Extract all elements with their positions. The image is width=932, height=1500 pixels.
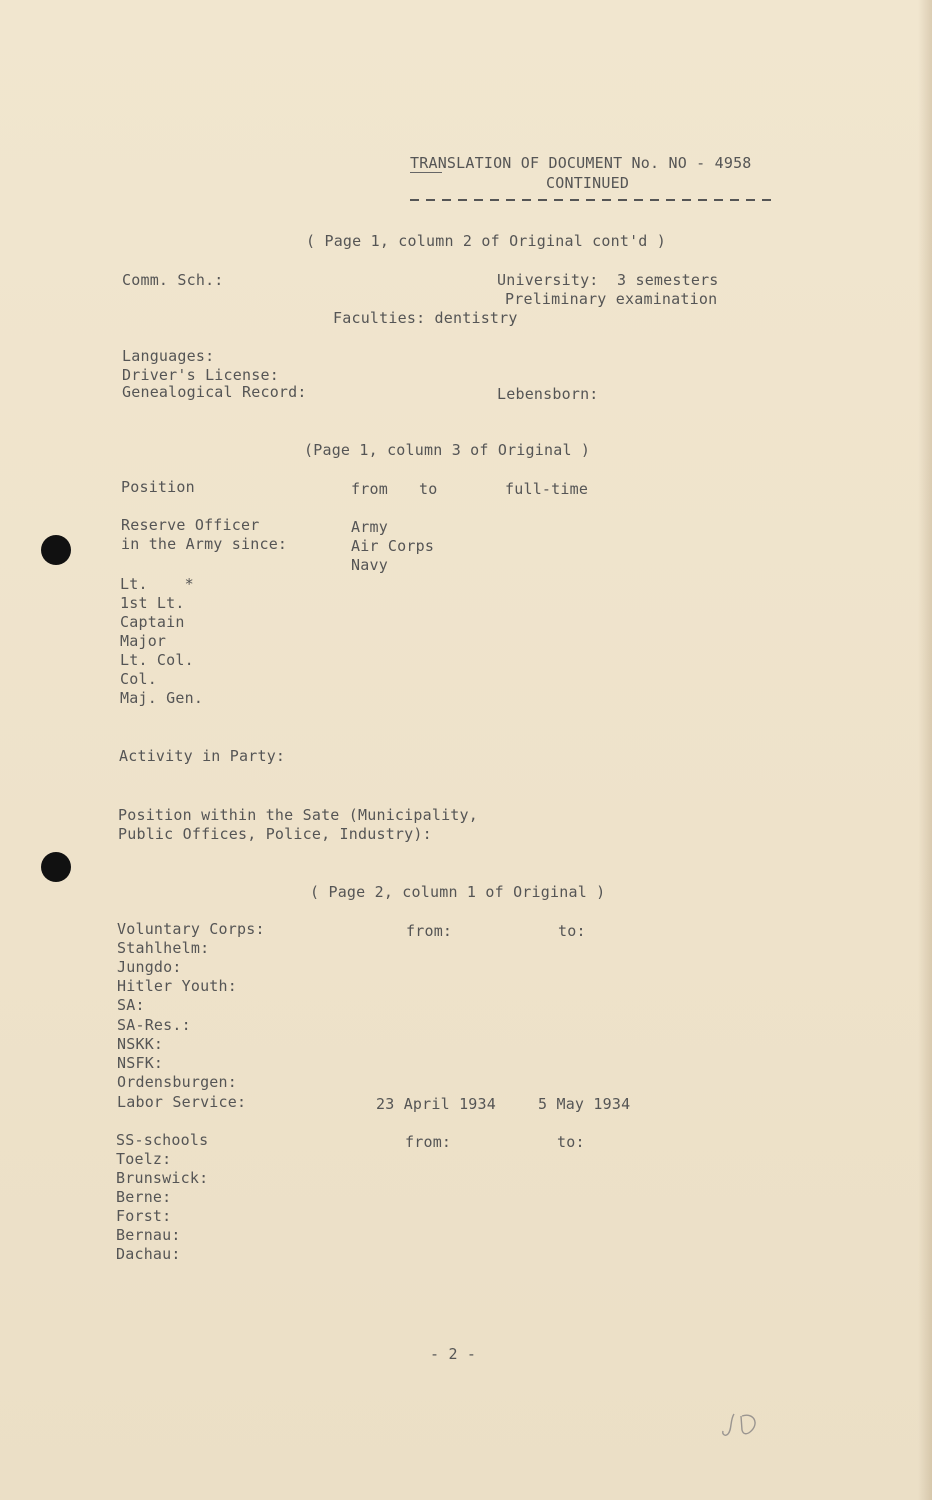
organization-item: Hitler Youth: xyxy=(117,977,237,995)
activity-in-party-label: Activity in Party: xyxy=(119,747,286,765)
organization-item: SA-Res.: xyxy=(117,1016,191,1034)
organization-item: Jungdo: xyxy=(117,958,182,976)
faculties-label: Faculties: dentistry xyxy=(333,309,518,327)
branch-item: Air Corps xyxy=(351,537,435,555)
section-heading-page2-col1: ( Page 2, column 1 of Original ) xyxy=(310,883,606,901)
school-item: Berne: xyxy=(116,1188,172,1206)
document-title: TRANSLATION OF DOCUMENT No. NO - 4958 xyxy=(410,154,752,172)
to-label: to: xyxy=(558,922,586,940)
rank-item: Lt. * xyxy=(120,575,194,593)
school-item: Bernau: xyxy=(116,1226,181,1244)
rank-item: Captain xyxy=(120,613,185,631)
document-subtitle: CONTINUED xyxy=(546,174,630,192)
ss-from-label: from: xyxy=(405,1133,452,1151)
position-state-line1: Position within the Sate (Municipality, xyxy=(118,806,478,824)
school-item: Toelz: xyxy=(116,1150,172,1168)
position-state-line2: Public Offices, Police, Industry): xyxy=(118,825,432,843)
title-underline xyxy=(410,172,442,173)
rank-item: Col. xyxy=(120,670,157,688)
organization-item: Stahlhelm: xyxy=(117,939,210,957)
organization-item: SA: xyxy=(117,996,145,1014)
section-heading-page1-col2: ( Page 1, column 2 of Original cont'd ) xyxy=(306,232,666,250)
rank-item: 1st Lt. xyxy=(120,594,185,612)
section-heading-page1-col3: (Page 1, column 3 of Original ) xyxy=(304,441,591,459)
page-number: - 2 - xyxy=(430,1345,477,1363)
labor-service-to: 5 May 1934 xyxy=(538,1095,631,1113)
school-item: Forst: xyxy=(116,1207,172,1225)
header-dashed-rule xyxy=(410,199,772,201)
from-label: from: xyxy=(406,922,453,940)
university-label: University: 3 semesters xyxy=(497,271,719,289)
drivers-license-label: Driver's License: xyxy=(122,366,279,384)
fulltime-column-header: full-time xyxy=(505,480,589,498)
languages-label: Languages: xyxy=(122,347,215,365)
voluntary-corps-label: Voluntary Corps: xyxy=(117,920,265,938)
school-item: Brunswick: xyxy=(116,1169,209,1187)
branch-item: Army xyxy=(351,518,388,536)
from-column-header: from xyxy=(351,480,388,498)
punch-hole-top xyxy=(41,535,71,565)
comm-sch-label: Comm. Sch.: xyxy=(122,271,224,289)
labor-service-from: 23 April 1934 xyxy=(376,1095,496,1113)
labor-service-label: Labor Service: xyxy=(117,1093,247,1111)
ss-schools-label: SS-schools xyxy=(116,1131,209,1149)
position-column-header: Position xyxy=(121,478,195,496)
to-column-header: to xyxy=(419,480,438,498)
ss-to-label: to: xyxy=(557,1133,585,1151)
genealogical-record-label: Genealogical Record: xyxy=(122,383,307,401)
preliminary-label: Preliminary examination xyxy=(505,290,718,308)
in-army-since-label: in the Army since: xyxy=(121,535,288,553)
rank-item: Lt. Col. xyxy=(120,651,194,669)
page-edge-shadow xyxy=(918,0,932,1500)
branch-item: Navy xyxy=(351,556,388,574)
organization-item: NSFK: xyxy=(117,1054,164,1072)
rank-item: Major xyxy=(120,632,167,650)
punch-hole-bottom xyxy=(41,852,71,882)
handwritten-initials-mark xyxy=(720,1410,766,1440)
rank-item: Maj. Gen. xyxy=(120,689,204,707)
reserve-officer-label: Reserve Officer xyxy=(121,516,260,534)
lebensborn-label: Lebensborn: xyxy=(497,385,599,403)
school-item: Dachau: xyxy=(116,1245,181,1263)
organization-item: Ordensburgen: xyxy=(117,1073,237,1091)
organization-item: NSKK: xyxy=(117,1035,164,1053)
